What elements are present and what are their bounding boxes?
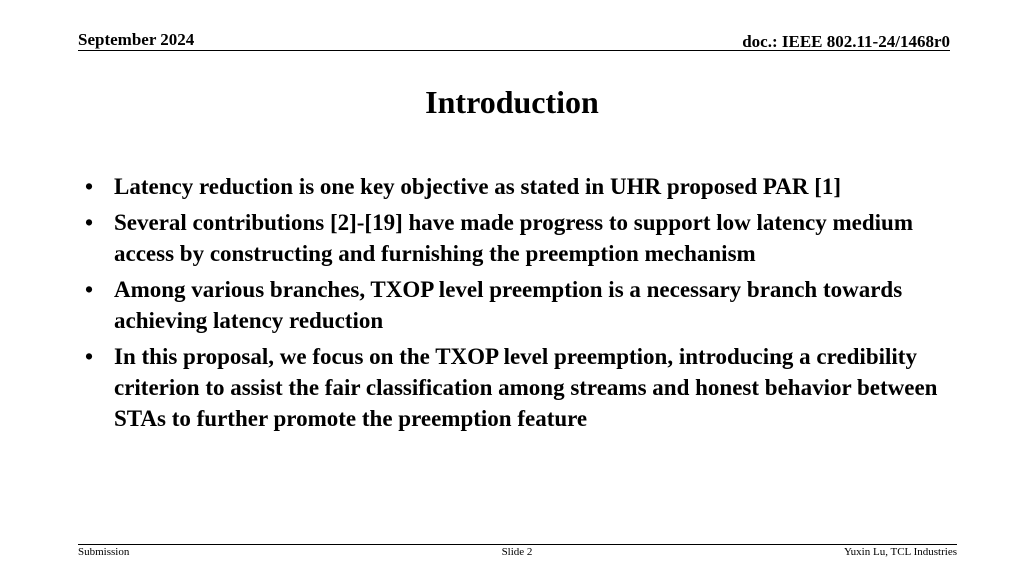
- bullet-text: In this proposal, we focus on the TXOP level preemption, introducing a credibility criterion to assist the fair classification among streams and honest behavior between STAs to further promote the preemption feature: [114, 344, 938, 431]
- header-doc-id: doc.: IEEE 802.11-24/1468r0: [742, 32, 950, 51]
- header-date: September 2024: [78, 30, 195, 49]
- bullet-icon: •: [85, 210, 94, 235]
- footer-slide-number: Slide 2: [501, 546, 533, 558]
- bullet-item: [85, 207, 955, 269]
- footer-submission: Submission: [78, 546, 130, 558]
- bullet-text: Among various branches, TXOP level preemption is a necessary branch towards achieving latency reduction: [114, 277, 903, 333]
- bullet-item: [85, 341, 955, 434]
- footer-author: Yuxin Lu, TCL Industries: [843, 546, 957, 558]
- slide-title: Introduction: [425, 84, 599, 120]
- footer-divider: [78, 544, 957, 545]
- bullet-icon: •: [85, 344, 94, 369]
- bullet-item: [85, 274, 955, 336]
- bullet-icon: •: [85, 174, 94, 199]
- bullet-list: [85, 171, 955, 439]
- bullet-text: Several contributions [2]-[19] have made progress to support low latency medium access by constructing and furnishing the preemption mechanism: [114, 210, 913, 266]
- bullet-text: Latency reduction is one key objective as stated in UHR proposed PAR [1]: [114, 174, 842, 199]
- bullet-icon: •: [85, 277, 94, 302]
- bullet-item: [85, 171, 955, 202]
- header-divider: [78, 50, 950, 51]
